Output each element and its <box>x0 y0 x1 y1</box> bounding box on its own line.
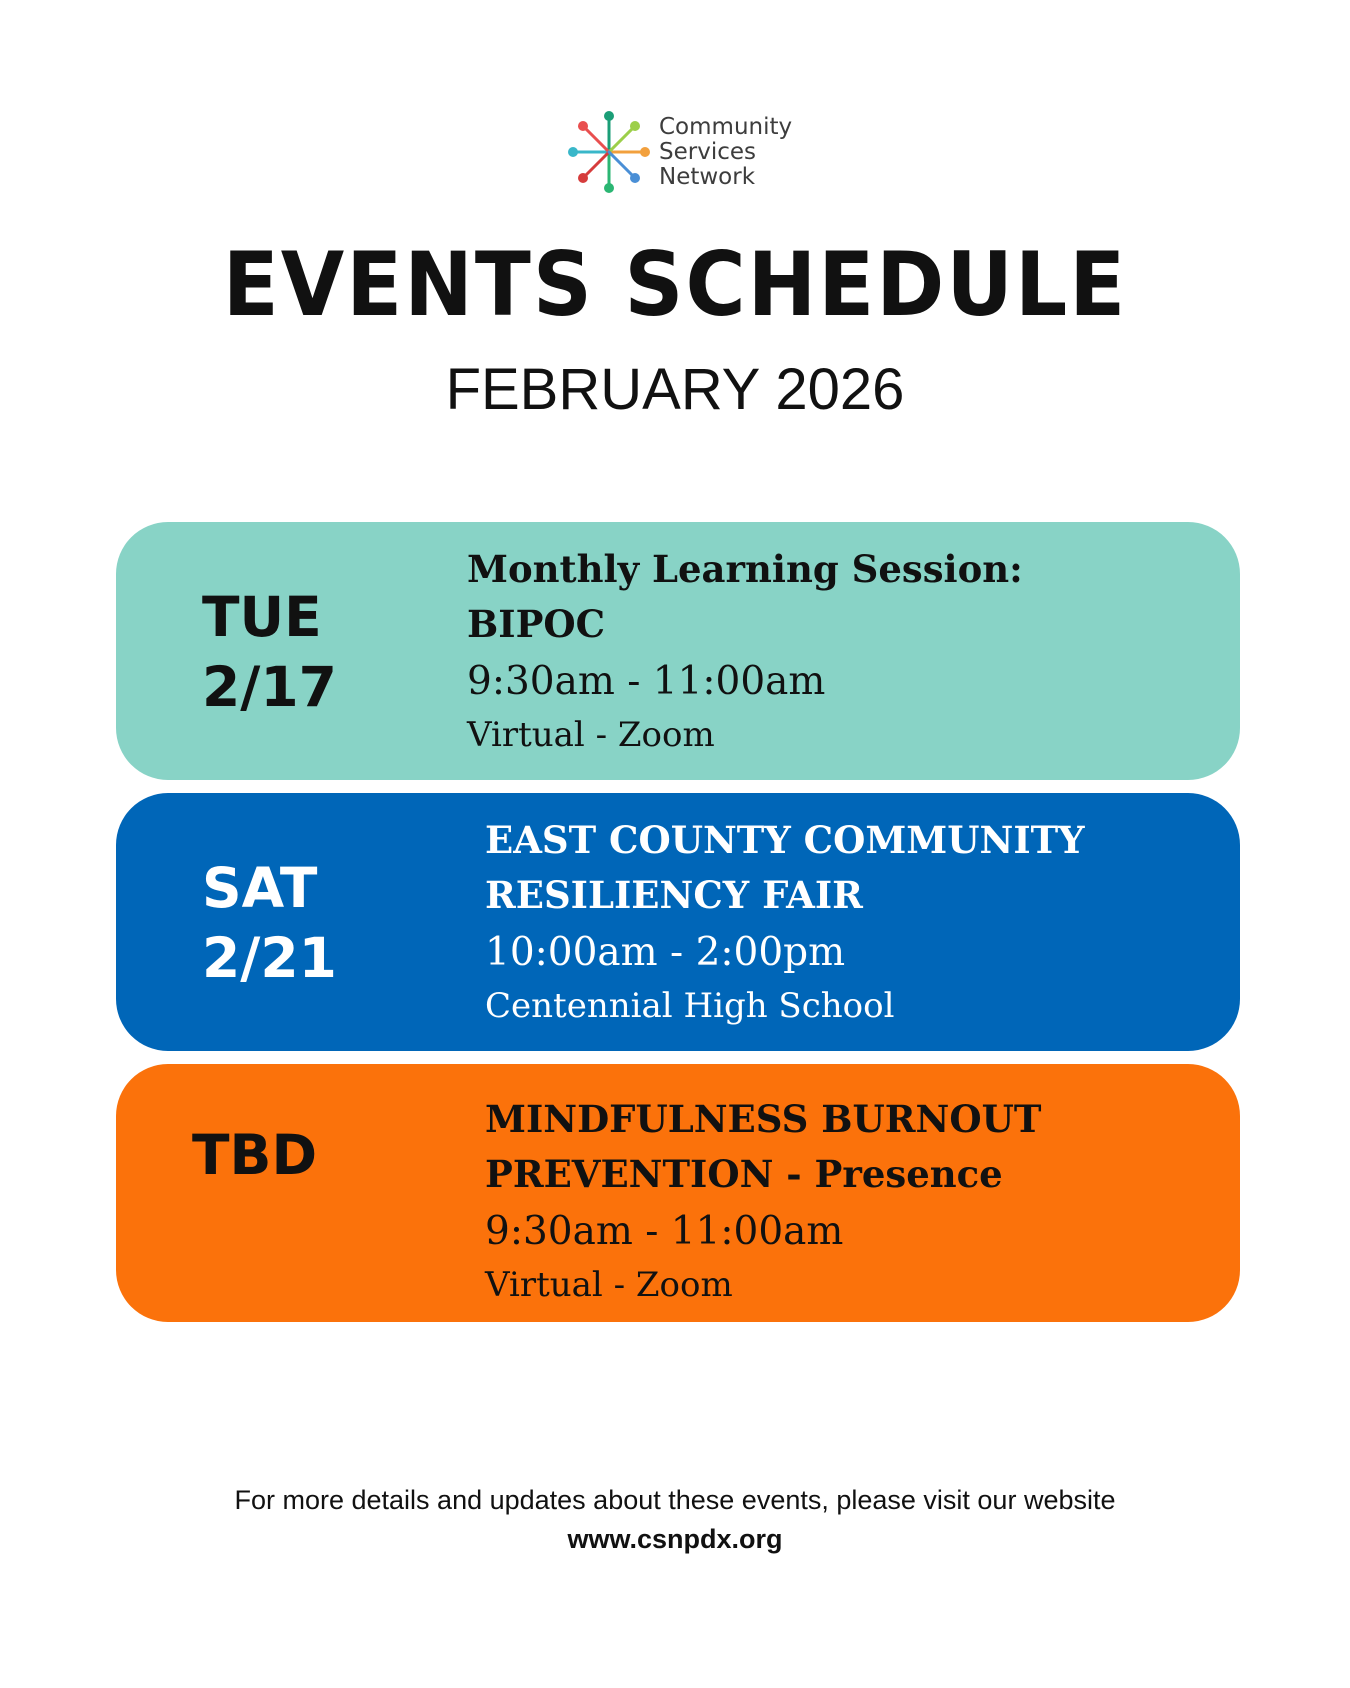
event-date-value: 2/21 <box>202 926 337 990</box>
event-name-line1: Monthly Learning Session: <box>467 547 1023 591</box>
event-info <box>485 1092 1041 1311</box>
logo-text <box>659 115 792 190</box>
event-card-bipoc <box>116 522 1240 780</box>
event-day: SAT <box>202 856 318 920</box>
event-time: 10:00am - 2:00pm <box>485 930 846 975</box>
event-day: TUE <box>202 585 322 649</box>
page-title: EVENTS SCHEDULE <box>222 234 1128 337</box>
event-day: TBD <box>192 1123 318 1187</box>
website-link[interactable]: www.csnpdx.org <box>567 1524 783 1554</box>
event-name-line2: PREVENTION - Presence <box>485 1152 1003 1196</box>
event-name-line1: EAST COUNTY COMMUNITY <box>485 818 1085 862</box>
event-time: 9:30am - 11:00am <box>467 659 826 704</box>
footer <box>0 1485 1350 1555</box>
event-name-line1: MINDFULNESS BURNOUT <box>485 1097 1042 1141</box>
event-card-mindfulness <box>116 1064 1240 1322</box>
event-date <box>192 1120 317 1190</box>
event-location: Centennial High School <box>485 986 895 1026</box>
logo-line-community: Community <box>659 113 793 140</box>
event-location: Virtual - Zoom <box>485 1265 733 1305</box>
event-date <box>202 582 337 722</box>
logo <box>565 108 792 196</box>
event-info <box>485 813 1085 1032</box>
event-date <box>202 853 337 993</box>
event-location: Virtual - Zoom <box>467 715 715 755</box>
logo-line-services: Services <box>659 138 756 165</box>
event-card-resiliency-fair <box>116 793 1240 1051</box>
event-name-line2: RESILIENCY FAIR <box>485 873 863 917</box>
page-subtitle: FEBRUARY 2026 <box>445 357 905 422</box>
event-time: 9:30am - 11:00am <box>485 1209 844 1254</box>
footer-text: For more details and updates about these events, please visit our website <box>234 1485 1116 1515</box>
event-info <box>467 542 1023 761</box>
event-name-line2: BIPOC <box>467 602 606 646</box>
logo-line-network: Network <box>659 163 756 190</box>
event-date-value: 2/17 <box>202 655 337 719</box>
network-star-icon <box>565 108 653 196</box>
